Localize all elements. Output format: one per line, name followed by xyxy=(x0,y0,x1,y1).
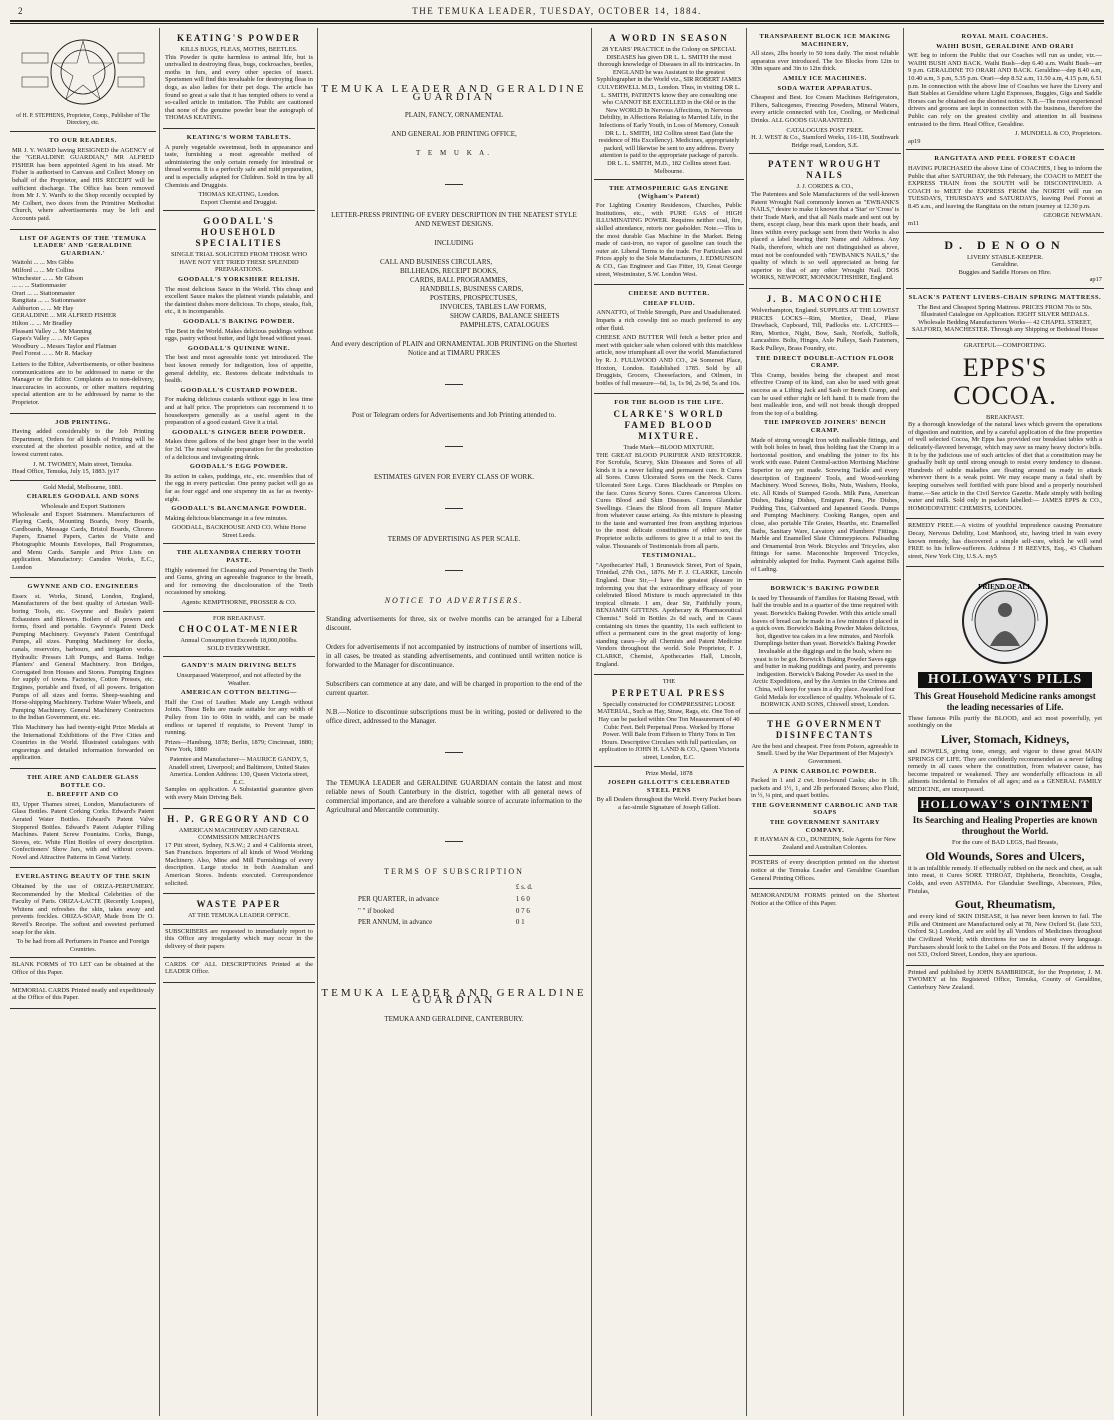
printing-list xyxy=(380,258,582,330)
trial-text: SINGLE TRIAL SOLICITED FROM THOSE WHO HAVE NOT YET TRIED THESE SPLENDID PREPARATIONS. xyxy=(171,251,307,274)
bench-cramp-heading: THE IMPROVED JOINERS' BENCH CRAMP. xyxy=(763,419,887,434)
table-cell: 0 7 6 xyxy=(515,906,530,915)
wounds-heading: Old Wounds, Sores and Ulcers, xyxy=(925,848,1085,863)
memorandum-ad xyxy=(749,889,901,913)
printing-list-item: BILLHEADS, RECEIPT BOOKS, xyxy=(400,267,498,276)
slack-mattress-ad xyxy=(906,289,1104,339)
masthead-title: THE TEMUKA LEADER, TUESDAY, OCTOBER 14, 1884. xyxy=(412,6,702,16)
table-header-cell: £ s. d. xyxy=(515,883,533,892)
goodall-name: CHARLES GOODALL AND SONS xyxy=(26,493,140,501)
rangitata-coach-ad xyxy=(906,150,1104,232)
family-ice-heading: AMILY ICE MACHINES. xyxy=(783,74,867,82)
floor-cramp-heading: THE DIRECT DOUBLE-ACTION FLOOR CRAMP. xyxy=(755,354,895,370)
agent-entry: Orari ... ... Stationmaster xyxy=(12,289,76,297)
seal-ad xyxy=(10,28,156,132)
gillott-text: By all Dealers throughout the World. Every Packet bears a fac-simile Signature of Joseph Gillott. xyxy=(596,796,742,811)
relish-text: The most delicious Sauce in the World. This cheap and excellent Sauce makes the plainest viands palatable, and the daintiest dishes more delicious. To chops, steaks, fish, etc., it is incomparable. xyxy=(165,285,313,316)
denoon-heading: D. DENOON xyxy=(944,237,1066,252)
alexandra-text: Highly esteemed for Cleansing and Preserving the Teeth and Gums, giving an agreeable fragrance to the breath, and for removing the discolouration of the Teeth occasioned by smoking. xyxy=(165,566,313,597)
memorial-text: MEMORIAL CARDS Printed neatly and expeditiously at the Office of this Paper. xyxy=(12,986,154,1002)
column-divider xyxy=(317,28,318,1416)
agent-entry: Milford ... ... Mr Collins xyxy=(12,266,75,274)
cheap-fluid: CHEAP FLUID. xyxy=(642,299,696,307)
custard-heading: GOODALL'S CUSTARD POWDER. xyxy=(180,386,298,394)
clarke-blood-ad xyxy=(594,394,744,675)
carbolic-soap-heading: THE GOVERNMENT CARBOLIC AND TAR SOAPS xyxy=(751,801,899,817)
seal-caption: of H. P. STEPHENS, Proprietor, Comp., Publisher of The Directory, etc. xyxy=(16,113,150,126)
maconochie-text: Wolverhampton, England. SUPPLIES AT THE LOWEST PRICES LOCKS—Rim, Mortice, Dead, Plane Drawback, Cupboard, Till, Padlocks etc. LATCHES—Rim, Mortice, Night, Bow, Sash, Norfolk, Suffolk, Lancashire. Bolts, Hinges, Axle Pulleys, Sash Fasteners, Rack Pulleys, Brass Foundry, etc. xyxy=(751,307,899,352)
oriza-heading: EVERLASTING BEAUTY OF THE SKIN xyxy=(15,873,151,881)
table-cell: PER ANNUM, in advance xyxy=(358,918,433,927)
gandy-signature: Patentee and Manufacturer— MAURICE GANDY, 5, Anadell street, Liverpool; and Baltimore, United States America. London Address: 130, Queen Victoria street, E.C. xyxy=(168,755,310,786)
letterpress-text: LETTER-PRESS PRINTING OF EVERY DESCRIPTION IN THE NEATEST STYLE AND NEWEST DESIGNS. xyxy=(331,211,577,229)
gillott-pre: Prize Medal, 1878 xyxy=(645,769,693,777)
cheese-heading: CHEESE AND BUTTER. xyxy=(628,290,710,298)
divider xyxy=(445,384,463,385)
ice-signature: H. J. WEST & Co., Stamford Works, 116-118, Southwark Bridge road, London, S.E. xyxy=(751,134,899,149)
notice-paragraph: Orders for advertisements if not accompanied by instructions of number of insertions will, in all cases, be treated as standing advertisements, and continued until written notice is forwarded to the Manager for discontinuance. xyxy=(326,642,582,669)
alexandra-agents: Agents: KEMPTHORNE, PROSSER & CO. xyxy=(181,599,297,607)
readers-heading: TO OUR READERS. xyxy=(49,137,117,144)
pink-carbolic-heading: A PINK CARBOLIC POWDER. xyxy=(773,767,877,775)
liver-heading: Liver, Stomach, Kidneys, xyxy=(940,732,1070,747)
gandy-ad xyxy=(163,657,315,808)
gandy-text: Unsurpassed Waterproof, and not affected by the Weather. xyxy=(176,672,302,687)
gas-engine-ad xyxy=(594,180,744,285)
epps-sub: BREAKFAST. xyxy=(986,413,1024,421)
gas-heading: THE ATMOSPHERIC GAS ENGINE (Wigham's Patent) xyxy=(609,185,729,200)
cheese-text: CHEESE AND BUTTER Will fetch a better price and meet with quicker sale when colored with this matchless article, now triumphant all over the world. Manufactured by R. J. FULLWOOD AND CO., 24 Somerset Place, Hoxton, London. Established 1785. Sold by all Druggists, Grocers, Cheesefactors, and Oilmen, in bottles of full measure—6d, 1s, 1s 9d, 2s 9d, 5s and 10s. xyxy=(596,334,742,387)
printing-list-item: INVOICES, TABLES LAW FORMS, xyxy=(440,303,547,312)
bench-cramp-text: Made of strong wrought Iron with malleable fittings, and with bolt holes in head, thus holding fast the Cramp in a horizontal position, and enabling the joiner to fix his work with ease. Patent Central-action Mortising Machine Superior to any yet made. Screwing Tackle and every description of Engineers' Tools, and Wood-working Machinery. Wood Screws, Bolts, Nuts, Washers, Hooks, etc. All Kinds of Stamped Goods. Milk Pans, American Dishes, Baking Dishes, Emigrant Pans, Pie Dishes, Pudding Tins, Galvanised and Japanned Goods. Pumps and Pumping Machinery. Cooking Ranges, open and close, also portable Tile Grates, Hearths, etc. Enamelled Baths, Sanitary Ware, Lavatory and Plumbers' Fittings. Marble and Enamelled Slate Chimneypieces. Palisading and Ornamental Iron Work. Bicycles and Tricycles, also fittings for same. Maconochie Improved Tricycles, admirably adapted for India. Payment Cash against Bills of Lading. xyxy=(751,436,899,573)
printing-list-item: PAMPHLETS, CATALOGUES xyxy=(460,321,550,330)
blood-heading: FOR THE BLOOD IS THE LIFE. xyxy=(614,399,724,407)
general-office: AND GENERAL JOB PRINTING OFFICE, xyxy=(391,130,517,139)
rangitata-heading: RANGITATA AND PEEL FOREST COACH xyxy=(934,155,1076,163)
column-4 xyxy=(594,28,744,1416)
clarke-trademark: Trade Mark—BLOOD MIXTURE. xyxy=(623,443,715,451)
estimates-text: ESTIMATES GIVEN FOR EVERY CLASS OF WORK. xyxy=(373,473,535,482)
masthead-rule xyxy=(10,23,1104,24)
gregory-sub: AMERICAN MACHINERY AND GENERAL COMMISSION MERCHANTS xyxy=(178,826,300,842)
job-printing-notice xyxy=(10,414,156,481)
cotton-text: Half the Cost of Leather. Made any Length without Joints. These Belts are made suitable for any width of Pulley from 1in to 60in in width, and can be made endless or tapered if requisite, to Prevent 'Jump' in running. xyxy=(165,698,313,737)
goodall-text: Wholesale and Export Statmners. Manufacturers of Playing Cards, Mounting Boards, Ivory Boards, Cardboards, Message Cards, Bristol Boards, Chromo Papers, Enamel Papers, Cartes de Visite and Photographic Mounts Envelopes, Ball Programmes, and Menu Cards. Sample and Price Lists on application. Manufactory: Camden Works, E.C., London xyxy=(12,510,154,571)
divider xyxy=(445,184,463,185)
table-row xyxy=(356,883,552,893)
notice-paragraph: Subscribers can commence at any date, and will be charged in proportion to the end of the current quarter. xyxy=(326,679,582,697)
agent-entry: Gapes's Valley ... ... Mr Gapes xyxy=(12,335,90,343)
quinine-heading: GOODALL'S QUININE WINE. xyxy=(187,344,291,352)
testimonial-heading: TESTIMONIAL. xyxy=(641,552,697,560)
custard-text: For making delicious custards without eggs in less time and at half price. The proprietors can recommend it to housekeepers generally as a useful agent in the preparation of a good custard. Give it a trial. xyxy=(165,396,313,427)
printing-list-item: SHOW CARDS, BALANCE SHEETS xyxy=(450,312,560,321)
soda-text: Cheapest and Best. Ice Cream Machines Refrigerators, Filters, Saltcegenes, Freezing Powders, Mineral Waters, every article connected with Ice, Cooling, or Medicinal Drinks. ALL GOODS GUARANTEED. xyxy=(751,94,899,124)
keating-powder-ad xyxy=(163,28,315,129)
ointment-text-2: it is an infallible remedy. If effectually rubbed on the neck and chest, as salt into meat, it Cures SORE THROAT, Diphtheria, Bronchitis, Coughs, Colds, and even ASTHMA. For Glandular Swellings, Abscesses, Piles, Fistulas, xyxy=(908,864,1102,895)
column-divider xyxy=(746,28,747,1416)
press-pre: THE xyxy=(662,678,676,686)
denoon-ad xyxy=(906,233,1104,289)
including-label: INCLUDING xyxy=(434,239,474,248)
notice-paragraph: N.B.—Notice to discontinue subscriptions must be in writing, posted or delivered to the office direct, addressed to the Manager. xyxy=(326,707,582,725)
worm-text: A purely vegetable sweetmeat, both in appearance and taste, furnishing a most agreeable method of administering the only certain remedy for intestinal or thread worms. It is a perfectly safe and mild preparation, and is especially adapted for Children. Sold in tins by all Chemists and Druggists. xyxy=(165,143,313,189)
borwick-ad xyxy=(749,580,901,714)
table-cell: " " if booked xyxy=(358,906,394,915)
floor-cramp-text: This Cramp, besides being the cheapest and most effective Cramp of its kind, can also be used with great success as a Lifting Jack and Sash or Bench Cramp, and can be used either right or left hand. It is made from the best malleable iron, and will not break though dropped from the top of a building. xyxy=(751,371,899,417)
goodall-stationers-ad xyxy=(10,481,156,579)
ice-text: All sizes, 2lbs hourly to 50 tons daily. The most reliable apparatus ever introduced. The Ice Blocks from 12in to 30in square and 3in to 12in thick. xyxy=(751,50,899,73)
pills-sub: This Great Household Medicine ranks amongst the leading necessaries of Life. xyxy=(914,690,1096,712)
soda-heading: SODA WATER APPARATUS. xyxy=(777,84,873,92)
plain-ornamental-text: And every description of PLAIN and ORNAMENTAL JOB PRINTING on the Shortest Notice and at TIMARU PRICES xyxy=(330,340,578,358)
breffit-text: 83, Upper Thames street, London, Manufacturers of Glass Bottles. Patent Corking Corks. Edward's Patent Aerated Water Bottles. Edward's Patent Valve Stoppered Bottles. Edward's Patent Adapter Filling Machines. Patent Screw Fountains. Corks, Bungs, Stoves, etc. White Flint Bottles of every description. Confectioners' Show Jars, with and without covers. Novel and Attractive Patterns in Great Variety. xyxy=(12,800,154,861)
cards-text: CARDS OF ALL DESCRIPTIONS Printed at the LEADER Office. xyxy=(165,960,313,976)
ice-heading: TRANSPARENT BLOCK ICE MAKING MACHINERY, xyxy=(759,33,891,48)
maconochie-ad xyxy=(749,289,901,580)
nails-heading: PATENT WROUGHT NAILS xyxy=(767,159,883,181)
plain-fancy: PLAIN, FANCY, ORNAMENTAL xyxy=(404,111,504,120)
menier-pre: FOR BREAKFAST. xyxy=(213,614,265,622)
pink-carbolic-text: Packed in 1 and 2 cwt. Iron-bound Casks; also in 1lb. packets and 1½, 1, and 2lb perforated Boxes; also Fluid, in ½, ¼ pint, and quart bottles. xyxy=(751,777,899,800)
subscribers-notice xyxy=(163,925,315,958)
gillott-heading: JOSEPH GILLOTT'S CELEBRATED STEEL PENS xyxy=(607,779,731,794)
office-heading: TEMUKA LEADER AND GERALDINE GUARDIAN xyxy=(321,83,587,103)
quinine-text: The best and most agreeable tonic yet introduced. The best known remedy for indigestion, loss of appetite, general debility, etc. Restores delicate individuals to health. xyxy=(165,354,313,385)
rangitata-code: m11 xyxy=(908,220,920,228)
gillott-ad xyxy=(594,767,744,816)
gwynne-heading: GWYNNE AND CO. ENGINEERS xyxy=(27,583,139,591)
agent-entry: Hilton ... ... Mr Bradley xyxy=(12,320,73,328)
masthead xyxy=(10,4,1104,22)
ice-machinery-ad xyxy=(749,28,901,154)
agent-entry: Winchester ... ... Mr Gibson xyxy=(12,274,84,282)
ointment-heading: HOLLOWAY'S OINTMENT xyxy=(918,797,1092,813)
gregory-ad xyxy=(163,809,315,895)
worm-signature: THOMAS KEATING, London. xyxy=(198,191,280,199)
table-row xyxy=(356,895,552,905)
borwick-heading: BORWICK'S BAKING POWDER xyxy=(770,585,880,593)
press-text: Specially constructed for COMPRESSING LOOSE MATERIAL, Such as Hay, Straw, Rags, etc. One Ton of Hay can be packed within One Ton Measurement of 40 Cubic Feet. Belt Perpetual Press. Worked by Horse Power. Will Bale from Fifteen to Thirty Tons in Ten Hours. Descriptive Circulars with full particulars, on application to JOHN H. LAND & CO., Queen Victoria street, London, E.C. xyxy=(597,700,741,761)
letters-text: Letters to the Editor, Advertisements, or other business communications are to be addressed to name or the Manager or the Editor. Complaints as to non-delivery, inaccuracies in accounts, or other matters requiring special attention are to be addressed by name to the Proprietor. xyxy=(12,361,154,406)
clarke-text: THE GREAT BLOOD PURIFIER AND RESTORER. For Scrofula, Scurvy, Skin Diseases and Sores of all kinds it is a never failing and permanent cure. It Cures all Sores. Cures Ulcerated Sores on the Neck. Cures Ulcerated Sore Legs. Cures Blackheads or Pimples on the face. Cures Scurvy Sores. Cures Cancerous Ulcers. Cures Blood and Skin Diseases. Cures Glandular Swellings. Clears the Blood from all Impure Matter from whatever cause arising. As this mixture is pleasing to the taste and warranted free from anything injurious to the most delicate constitutions of either sex, the Proprietor solicits sufferers to give it a trial to test its value. Thousands of Testimonials from all parts. xyxy=(596,451,742,550)
gas-text: For Lighting Country Residences, Churches, Public Institutions, etc., with PURE GAS of HIGH ILLUMINATING POWER. Requires neither coal, fire, skilled attendance, retorts nor gasholder. Note.—This is the most durable Gas Machine in the Market. Being made of cast-iron, no vapor of gasoline can touch the outer air. Liberal Terms to the trade. For Particulars and Prices apply to the Sole Manufacturers, J. EDMUNSON & CO., Gas Engineer and Gas Fitter, 19, Great George street, Westminster, S.W. London West. xyxy=(596,202,742,278)
subscribers-text: SUBSCRIBERS are requested to immediately report to this Office any irregularity which may occur in the delivery of their papers xyxy=(165,927,313,951)
footer-heading: TEMUKA LEADER AND GERALDINE GUARDIAN xyxy=(321,986,587,1007)
oriza-ad xyxy=(10,868,156,958)
pills-text-2: and BOWELS, giving tone, energy, and vigour to these great MAIN SPRINGS OF LIFE. They are confidently recommended as a never failing remedy in all cases where the constitution, from whatever cause, has become impaired or weakened. They are wonderfully efficacious in all ailments incidental to Females of all ages; and as a GENERAL FAMILY MEDICINE, are unsurpassed. xyxy=(908,748,1102,794)
printing-list-item: POSTERS, PROSPECTUSES, xyxy=(430,294,517,303)
imprint xyxy=(906,966,1104,998)
subscription-table xyxy=(354,881,554,929)
printing-list-item: CARDS, BALL PROGRAMMES, xyxy=(410,276,508,285)
blank-forms-ad xyxy=(10,958,156,983)
disinfectants-heading: THE GOVERNMENT DISINFECTANTS xyxy=(767,718,883,740)
clarke-heading: CLARKE'S WORLD FAMED BLOOD MIXTURE. xyxy=(613,408,725,441)
slack-heading: SLACK'S PATENT LIVERS-CHAIN SPRING MATTRESS. xyxy=(908,294,1102,302)
goodall-household-ad xyxy=(163,211,315,544)
egg-heading: GOODALL'S EGG POWDER. xyxy=(189,463,289,471)
relish-heading: GOODALL'S YORKSHIRE RELISH. xyxy=(178,276,300,284)
goodall-sub: Wholesale and Export Stationers xyxy=(41,502,125,510)
oriza-tail: To be had from all Perfumers in France and Foreign Countries. xyxy=(16,938,150,953)
subscription-heading: TERMS OF SUBSCRIPTION xyxy=(384,866,524,876)
gwynne-ad xyxy=(10,578,156,769)
ginger-text: Makes three gallons of the best ginger beer in the world for 3d. The most valuable preparation for the production of a delicious and invigorating drink. xyxy=(165,438,313,461)
agent-entry: Rangitata ... ... Stationmaster xyxy=(12,297,87,305)
press-heading: PERPETUAL PRESS xyxy=(611,687,727,698)
denoon-town: Geraldine. xyxy=(991,261,1019,269)
menier-heading: CHOCOLAT-MENIER xyxy=(178,624,300,635)
testimonial-text: "Apothecaries' Hall, 1 Brunswick Street, Port of Spain, Trinidad, 27th Oct., 1876. Mr F. J. CLARKE, Lincoln England. Dear Sir,—I have the greatest pleasure in informing you that the extraordinary efficacy of your celebrated Blood Mixture is much appreciated in this tropical climate. I am, dear Sir, Faithfully yours, BENJAMIN GITTENS. Apothecary & Pharmaceutical Chemist." Sold in Bottles 2s 6d each, and in Cases containing six times the quantity, 11s each sufficient to effect a permanent cure in the great majority of long-standing cases—by all Chemists and Patent Medicine Vendors throughout the world. Sole Proprietor, F. J. CLARKE, Chemist, Apothecaries Hall, Lincoln, England. xyxy=(596,561,742,668)
job-printing-text: Having added considerably to the Job Printing Department, Orders for all kinds of Printing will be executed at the shortest possible notice, and at the lowest current rates. xyxy=(12,428,154,458)
keating-heading: KEATING'S POWDER xyxy=(176,33,302,43)
hayman-text: P. HAYMAN & CO., DUNEDIN, Sole Agents for New Zealand and Australian Colonies. xyxy=(754,836,896,851)
posters-ad xyxy=(749,856,901,889)
mail-text: WE beg to inform the Public that our Coaches will run as under, viz.— WAIHI BUSH AND BACK. Waihi Bush—dep 6.40 a.m. Waihi Bush—arr 9 p.m. GERALDINE TO ORARI AND BACK. Geraldine—dep 8.40 a.m, 10.40 a.m, 3 p.m, 5.35 p.m. Orari—dep 8.52 a.m, 11.50 a.m, 4.15 p.m, 6.51 p.m. In connection with the above line of Coaches we have the Livery and Bait Stables at Geraldine where Light Expresses, Buggies, Gigs and Saddle Horses can be obtained on the shortest notice. N.B.—The most experienced drivers and grooms are kept in connection with the business, therefore the Public can rely on the greatest civility and attention in all business entrusted to the firm. Head Office, Geraldine. xyxy=(908,52,1102,128)
divider xyxy=(445,752,463,753)
menier-tail: SOLD EVERYWHERE. xyxy=(207,644,271,652)
pills-heading: HOLLOWAY'S PILLS xyxy=(918,672,1092,688)
table-row xyxy=(356,907,552,917)
mail-coaches-ad xyxy=(906,28,1104,150)
menier-text: Annual Consumption Exceeds 18,000,000lbs. xyxy=(180,637,298,645)
mail-heading: ROYAL MAIL COACHES. xyxy=(961,33,1049,40)
gwynne-text: Essex st. Works, Strand, London, England, Manufacturers of the best quality of Artesian Well-boring Tools, etc. Gwynne and Beale's patent Exhausters and Blowers. Boilers of all powers and forms, fixed and portable. Gwynne's Patent Deck Pumping Machinery. Gwynne's Patent Centrifugal Pumps, all sizes. Pumping Machinery for docks, canals, reservoirs, harbours, and irrigation works. Hydraulic Presses Lift Pumps, and Rams. Indigo Planters' and General Machinery. Iron Bridges, Corrugated Iron Houses and Stores. Pumping Engines for supply of towns. Factories, Cotton Presses, etc. Engines, portable and fixed, of all powers. Irrigation Pumps of all sizes and forms. Sheep-washing and Horse-shipping Machinery. Turbine Water Wheels, and Pumping Machinery. General Machinery Contractors to the Indian Government, etc. etc. xyxy=(12,592,154,722)
blancmange-heading: GOODALL'S BLANCMANGE POWDER. xyxy=(171,505,307,513)
table-cell: 1 6 0 xyxy=(515,894,530,903)
agent-entry: Waitohi ... ... Mrs Gibbs xyxy=(12,259,74,267)
agent-entry: Woodbury ... Messrs Taylor and Flatman xyxy=(12,342,117,350)
agent-entry: ... ... ... Stationmaster xyxy=(12,282,67,290)
epps-pre: GRATEFUL—COMFORTING. xyxy=(963,342,1047,349)
worm-tail: Export Chemist and Druggist. xyxy=(200,198,278,206)
ointment-text-3: and every kind of SKIN DISEASE, it has never been known to fail. The Pills and Ointment are Manufactured only at 78, New Oxford St. (late 533, Oxford St.) London, And are sold by all Vendors of Medicines throughout the Civilized World; with directions for use in almost every language. Purchasers should look to the Label on the Pots and Boxes. If the address is not 533, Oxford Street, London, they are spurious. xyxy=(908,913,1102,959)
column-divider xyxy=(159,28,160,1416)
column-1 xyxy=(10,28,156,1416)
denoon-sub: LIVERY STABLE-KEEPER. xyxy=(967,253,1043,261)
table-cell: PER QUARTER, in advance xyxy=(358,894,439,903)
column-divider xyxy=(903,28,904,1416)
blank-forms-text: BLANK FORMS of TO LET can be obtained at the Office of this Paper. xyxy=(12,961,154,976)
ointment-sub: Its Searching and Healing Properties are known throughout the World. xyxy=(912,815,1098,837)
readers-notice xyxy=(10,132,156,230)
seal-label: FRIEND OF ALL xyxy=(978,583,1032,592)
disinfectants-text: Are the best and cheapest. Free from Poison, agreeable in Smell. Used by the War Department of Her Majesty's Government. xyxy=(751,742,899,765)
mail-signature: J. MUNDELL & CO, Proprietors. xyxy=(1015,130,1102,138)
disinfectants-ad xyxy=(749,714,901,857)
prizes-text: Prizes—Hamburg, 1878; Berlin, 1879; Cincinnati, 1880; New York, 1880 xyxy=(165,738,313,754)
directory-seal-icon xyxy=(12,33,154,111)
agent-entry: Peel Forest ... ... Mr R. Mackay xyxy=(12,350,93,358)
menier-ad xyxy=(163,612,315,658)
agents-heading: LIST OF AGENTS OF THE 'TEMUKA LEADER' AND 'GERALDINE GUARDIAN.' xyxy=(19,234,147,257)
pills-text: These famous Pills purify the BLOOD, and act most powerfully, yet soothingly on the xyxy=(908,714,1102,730)
cheese-butter-ad xyxy=(594,285,744,394)
posters-text: POSTERS of every description printed on the shortest notice at the Temuka Leader and Geraldine Guardian General Printing Offices. xyxy=(751,859,899,882)
word-heading: A WORD IN SEASON xyxy=(609,33,729,43)
worm-heading: KEATING'S WORM TABLETS. xyxy=(186,133,292,141)
column-6 xyxy=(906,28,1104,1416)
wrought-nails-ad xyxy=(749,154,901,289)
remedy-text: REMEDY FREE.—A victim of youthful imprudence causing Premature Decay, Nervous Debility, Lost Manhood, etc, having tried in vain every known remedy, has discovered a simple self-cure, which he will send FREE to his fellow-sufferers. Address J H REEVES, Esq., 43 Chatham street, New York City, U.S.A. my5 xyxy=(908,522,1102,560)
gwynne-tail: This Machinery has had twenty-eight Prize Medals at the International Exhibitions of the Five Cities and Countries in the World. Illustrated catalogues with engravings and detailed information forwarded on application. xyxy=(12,723,154,762)
ginger-heading: GOODALL'S GINGER BEER POWDER. xyxy=(172,428,306,436)
worm-tablets-ad xyxy=(163,129,315,211)
denoon-text: Buggies and Saddle Horses on Hire. xyxy=(958,268,1052,276)
oriza-text: Obtained by the use of ORIZA-PERFUMERY. Recommended by the Medical Celebrities of the Faculty of Paris. ORIZA-LACTE (Recently Loupes), Whitens and refreshes the skin, takes away and prevents freckles. ORIZA-SOAP, Made from Dr O. Reveil's Receipe. The softest and sweetest perfumed soap for the skin. xyxy=(12,883,154,936)
notice-paragraph: Standing advertisements for three, six or twelve months can be arranged for a Liberal discount. xyxy=(326,614,582,632)
goodall-medal: Gold Medal, Melbourne, 1881. xyxy=(43,483,123,491)
rangitata-text: HAVING PURCHASED the above Line of COACHES, I beg to inform the Public that after SATURDAY, the 9th February, the COACH to MEET the EXPRESS TRAIN from the SOUTH will be DISCONTINUED. A COACH to MEET the EXPRESS FROM the NORTH will run on TUESDAYS, THURSDAYS and SATURDAYS, leaving Peel Forest at 8.45 a.m., and leaving the Rangitata on the return journey at 12.30 p.m. xyxy=(908,164,1102,210)
breffit-heading: E. BREFFIT AND CO xyxy=(47,791,119,799)
remedy-free-ad xyxy=(906,519,1104,567)
word-in-season-ad xyxy=(594,28,744,180)
footer-sub: TEMUKA AND GERALDINE, CANTERBURY. xyxy=(384,1014,524,1023)
column-divider xyxy=(591,28,592,1416)
borwick-text: Is used by Thousands of Families for Raising Bread, with half the trouble and in a quarter of the time required with yeast. Borwick's Baking Powder. With this article small loaves of bread can be made in a few minutes if placed in a quick oven. Borwick's Baking Powder Makes delicious, hot, digestive tea cakes in a few minutes, and Norfolk Dumplings better than yeast. Borwick's Baking Powder Invaluable at the diggings and in the bush, where no yeast is to be got. Borwick's Baking Powder Saves eggs and butter in making puddings and pastry, and prevents indigestion. Borwick's Baking Powder As used in the Arctic Expeditions, and by the Armies in the Crimea and China, will keep for years in a dry place. Awarded four Gold Medals for excellence of quality. Wholesale of G. BORWICK AND SONS, Chiswell street, London. xyxy=(751,594,899,709)
slack-text: The Best and Cheapest Spring Mattress. PRICES FROM 70s to 50s. Illustrated Catalogue on Application. EIGHT SILVER MEDALS. Wholesale Bedding Manufacturers Works— 42 CHAPEL STREET, SALFORD, MANCHESTER. Through any Shipping or Bedstead House xyxy=(911,303,1099,334)
maconochie-heading: J. B. MACONOCHIE xyxy=(766,294,884,305)
alexandra-heading: THE ALEXANDRA CHERRY TOOTH PASTE. xyxy=(176,549,302,565)
memorial-cards-ad xyxy=(10,984,156,1009)
leader-text: The TEMUKA LEADER and GERALDINE GUARDIAN contain the latest and most reliable news of South Canterbury in the district, together with all general news of commercial importance, and are therefore a valuable source of accurate information to the Agricultural and Mercantile community. xyxy=(326,778,582,814)
friend-of-all-seal-icon xyxy=(960,576,1050,666)
cards-ad xyxy=(163,958,315,983)
aire-calder-ad xyxy=(10,769,156,869)
agent-entry: Pleasant Valley ... Mr Manning xyxy=(12,327,92,335)
keating-sub: KILLS BUGS, FLEAS, MOTHS, BEETLES. xyxy=(180,46,298,53)
table-cell: 0 1 xyxy=(515,918,525,927)
blancmange-text: Making delicious blancmange in a few minutes. xyxy=(165,514,288,522)
gregory-heading: H. P. GREGORY AND CO xyxy=(167,813,311,824)
job-printing-heading: JOB PRINTING. xyxy=(55,418,111,426)
goodall-household-heading: GOODALL'S HOUSEHOLD SPECIALITIES xyxy=(195,216,283,249)
gandy-tail: Samples on application. A Substantial guarantee given with every Main Driving Belt. xyxy=(165,786,313,801)
annatto-heading: ANNATTO, of Treble Strength, Pure and Unadulterated. xyxy=(596,309,742,317)
agent-entry: Ashburton ... ... Mr Hay xyxy=(12,304,74,312)
imprint-text: Printed and published by JOHN BAMBRIDGE, for the Proprietor, J. M. TWOMEY at his Registered Office, Temuka, County of Geraldine, Canterbury New Zealand. xyxy=(908,968,1102,991)
head-office-line: Head Office, Temuka, July 15, 1883. jy17 xyxy=(12,468,120,476)
aire-heading: THE AIRE AND CALDER GLASS BOTTLE CO. xyxy=(27,773,139,789)
epps-cocoa-ad xyxy=(906,339,1104,519)
divider xyxy=(445,841,463,842)
column-2 xyxy=(163,28,315,1416)
readers-text: MR J. Y. WARD having RESIGNED the AGENCY of the "GERALDINE GUARDIAN," MR ALFRED FISHER has been appointed Agent in his stead. Mr Fisher is authorised to Canvass and Collect Money on behalf of the Proprietor, and HIS RECEIPT will be sufficient discharge. The Office has been removed from Mr J. Y. Ward's to the Shop recently occupied by Mr Colbert, two doors from the Primitive Methodist Church, where advertisements may be left and Accounts paid. xyxy=(12,146,154,222)
nails-text: The Patentees and Sole Manufacturers of the well-known Patent Wrought Nail commonly known as "EWBANK'S NAILS," desire to make it known that a 'Star' or 'Cross' is their Trade Mark, and that all Nails made and sent out by them, except clasp, bear this mark upon their heads, and lines within every package sent from their Works is also placed a label bearing their Name and Address. Any Nails, therefore, which are not distinguished as above, must not be confounded with "EWBANK'S NAILS," the quality of which is so well appreciated as being far superior to that of any other Wrought Nail. DOS WORKS, NEWPORT, MONMOUTHSHIRE, England. xyxy=(751,190,899,282)
waste-heading: WASTE PAPER xyxy=(196,899,282,910)
ointment-text: For the cure of BAD LEGS, Bad Breasts, xyxy=(952,839,1058,847)
mail-code: ap19 xyxy=(908,137,921,145)
holloway-ad xyxy=(906,567,1104,965)
divider xyxy=(445,446,463,447)
nails-sub: J. J. CORDES & CO., xyxy=(796,183,854,191)
terms-text: TERMS OF ADVERTISING AS PER SCALE. xyxy=(387,535,521,544)
job-printing-signature: J. M. TWOMEY, Main street, Temuka. xyxy=(33,460,133,468)
denoon-code: ap17 xyxy=(1089,276,1102,284)
mail-sub: WAIHI BUSH, GERALDINE AND ORARI xyxy=(936,42,1074,50)
agents-list xyxy=(10,230,156,414)
column-5 xyxy=(749,28,901,1416)
gregory-text: 17 Pitt street, Sydney, N.S.W.; 2 and 4 California street, San Francisco. Importers of all kinds of Wood Working Machinery. Also, Mine and Mill Furnishings of every description. Large stocks in both Australian and American Stores. Indents executed. Correspondence solicited. xyxy=(165,841,313,887)
gandy-heading: GANDY'S MAIN DRIVING BELTS xyxy=(181,662,297,670)
goodall-signature: GOODALL, BACKHOUSE AND CO. White Horse Street Leeds. xyxy=(171,524,307,539)
perpetual-press-ad xyxy=(594,675,744,766)
printing-list-item: HANDBILLS, BUSINESS CARDS, xyxy=(420,285,524,294)
divider xyxy=(445,570,463,571)
epps-text: By a thorough knowledge of the natural laws which govern the operations of digestion and nutrition, and by a careful application of the fine properties of well selected Cocoa, Mr Epps has provided our breakfast tables with a delicately-flavored beverage, which may save us many heavy doctor's bills. It is by the judicious use of such articles of diet that a constitution may be gradually built up until strong enough to resist every tendency to disease. Hundreds of subtle maladies are floating around us ready to attack wherever there is a weak point. We may escape many a fatal shaft by keeping ourselves well fortified with pure blood and a properly nourished frame.—See article in the Civil Service Gazette. Made simply with boiling water and milk. Sold only in packets labelled:— JAMES EPPS & CO., HOMOEOPATHIC CHEMISTS, LONDON. xyxy=(908,421,1102,512)
keating-text: This Powder is quite harmless to animal life, but is unrivalled in destroying fleas, bugs, cockroaches, beetles, moths in furs, and every other species of insect. Sportsmen will find this invaluable for destroying fleas in dogs, as also ladies for their pet dogs. The article has found so great a sale that it has tempted others to vend a so-called article in imitation. The Public are cautioned that none of the genuine powder bear the autograph of THOMAS KEATING. xyxy=(165,53,313,122)
egg-text: Its action in cakes, puddings, etc., etc. resembles that of the egg in every particular. One penny packet will go as far as four eggs! and one sixpenny tin as far as twenty-eight. xyxy=(165,472,313,503)
annatto-text: Imparts a rich cowslip tint so much preferred to any other fluid. xyxy=(596,317,742,332)
page-number: 2 xyxy=(18,6,24,16)
waste-paper-ad xyxy=(163,894,315,925)
town-name: T E M U K A. xyxy=(416,149,492,158)
divider xyxy=(445,508,463,509)
catalogue-note: CATALOGUES POST FREE. xyxy=(786,126,864,134)
post-telegram-text: Post or Telegram orders for Advertisements and Job Printing attended to. xyxy=(351,411,557,420)
agent-entry: GERALDINE ... MR ALFRED FISHER xyxy=(12,312,117,320)
column-3 xyxy=(320,28,588,1416)
sanitary-heading: THE GOVERNMENT SANITARY COMPANY. xyxy=(769,819,881,834)
table-row xyxy=(356,918,552,928)
baking-text: The Best in the World. Makes delicious puddings without eggs, pastry without butter, and light bread without yeast. xyxy=(165,327,313,343)
gout-heading: Gout, Rheumatism, xyxy=(954,897,1056,912)
word-text: 28 YEARS' PRACTICE in the Colony on SPECIAL DISEASES has given DR L. L. SMITH the most thorough knowledge of Diseases in all its intricacies. In ENGLAND he was Assistant to the greatest Syphilographer in the World viz., SIR ROBERT JAMES CULVERWELL M.D., London. Thus, in visiting DR L. L. SMITH, PATIENTS know they are consulting one who CANNOT BE EXCELLED in the Old or in the New WORLD In Nervous Affections, in Nervous Debility, in Affections Relating to Married Life, in the Infections of Early Youth, in Loss of Memory, Consult DR L. L. SMITH, 182 Collins street East (late the residence of His Excellency). Medicines, appropriately packed, will likewise be sent to any address. Every attention is paid to the appropriate package of parcels. DR L. L. SMITH, M.D., 182 Collins street East. Melbourne. xyxy=(596,46,742,175)
notice-heading: NOTICE TO ADVERTISERS. xyxy=(384,596,524,606)
rangitata-signature: GEORGE NEWMAN. xyxy=(1043,212,1102,220)
waste-sub: AT THE TEMUKA LEADER OFFICE. xyxy=(187,912,291,920)
epps-heading: EPPS'S COCOA. xyxy=(953,352,1057,410)
alexandra-ad xyxy=(163,544,315,611)
memo-text: MEMORANDUM FORMS printed on the Shortest Notice at the Office of this Paper. xyxy=(751,892,899,907)
cotton-heading: AMERICAN COTTON BELTING— xyxy=(181,689,297,697)
baking-heading: GOODALL'S BAKING POWDER. xyxy=(183,318,295,326)
printing-list-item: CALL AND BUSINESS CIRCULARS, xyxy=(380,258,493,267)
